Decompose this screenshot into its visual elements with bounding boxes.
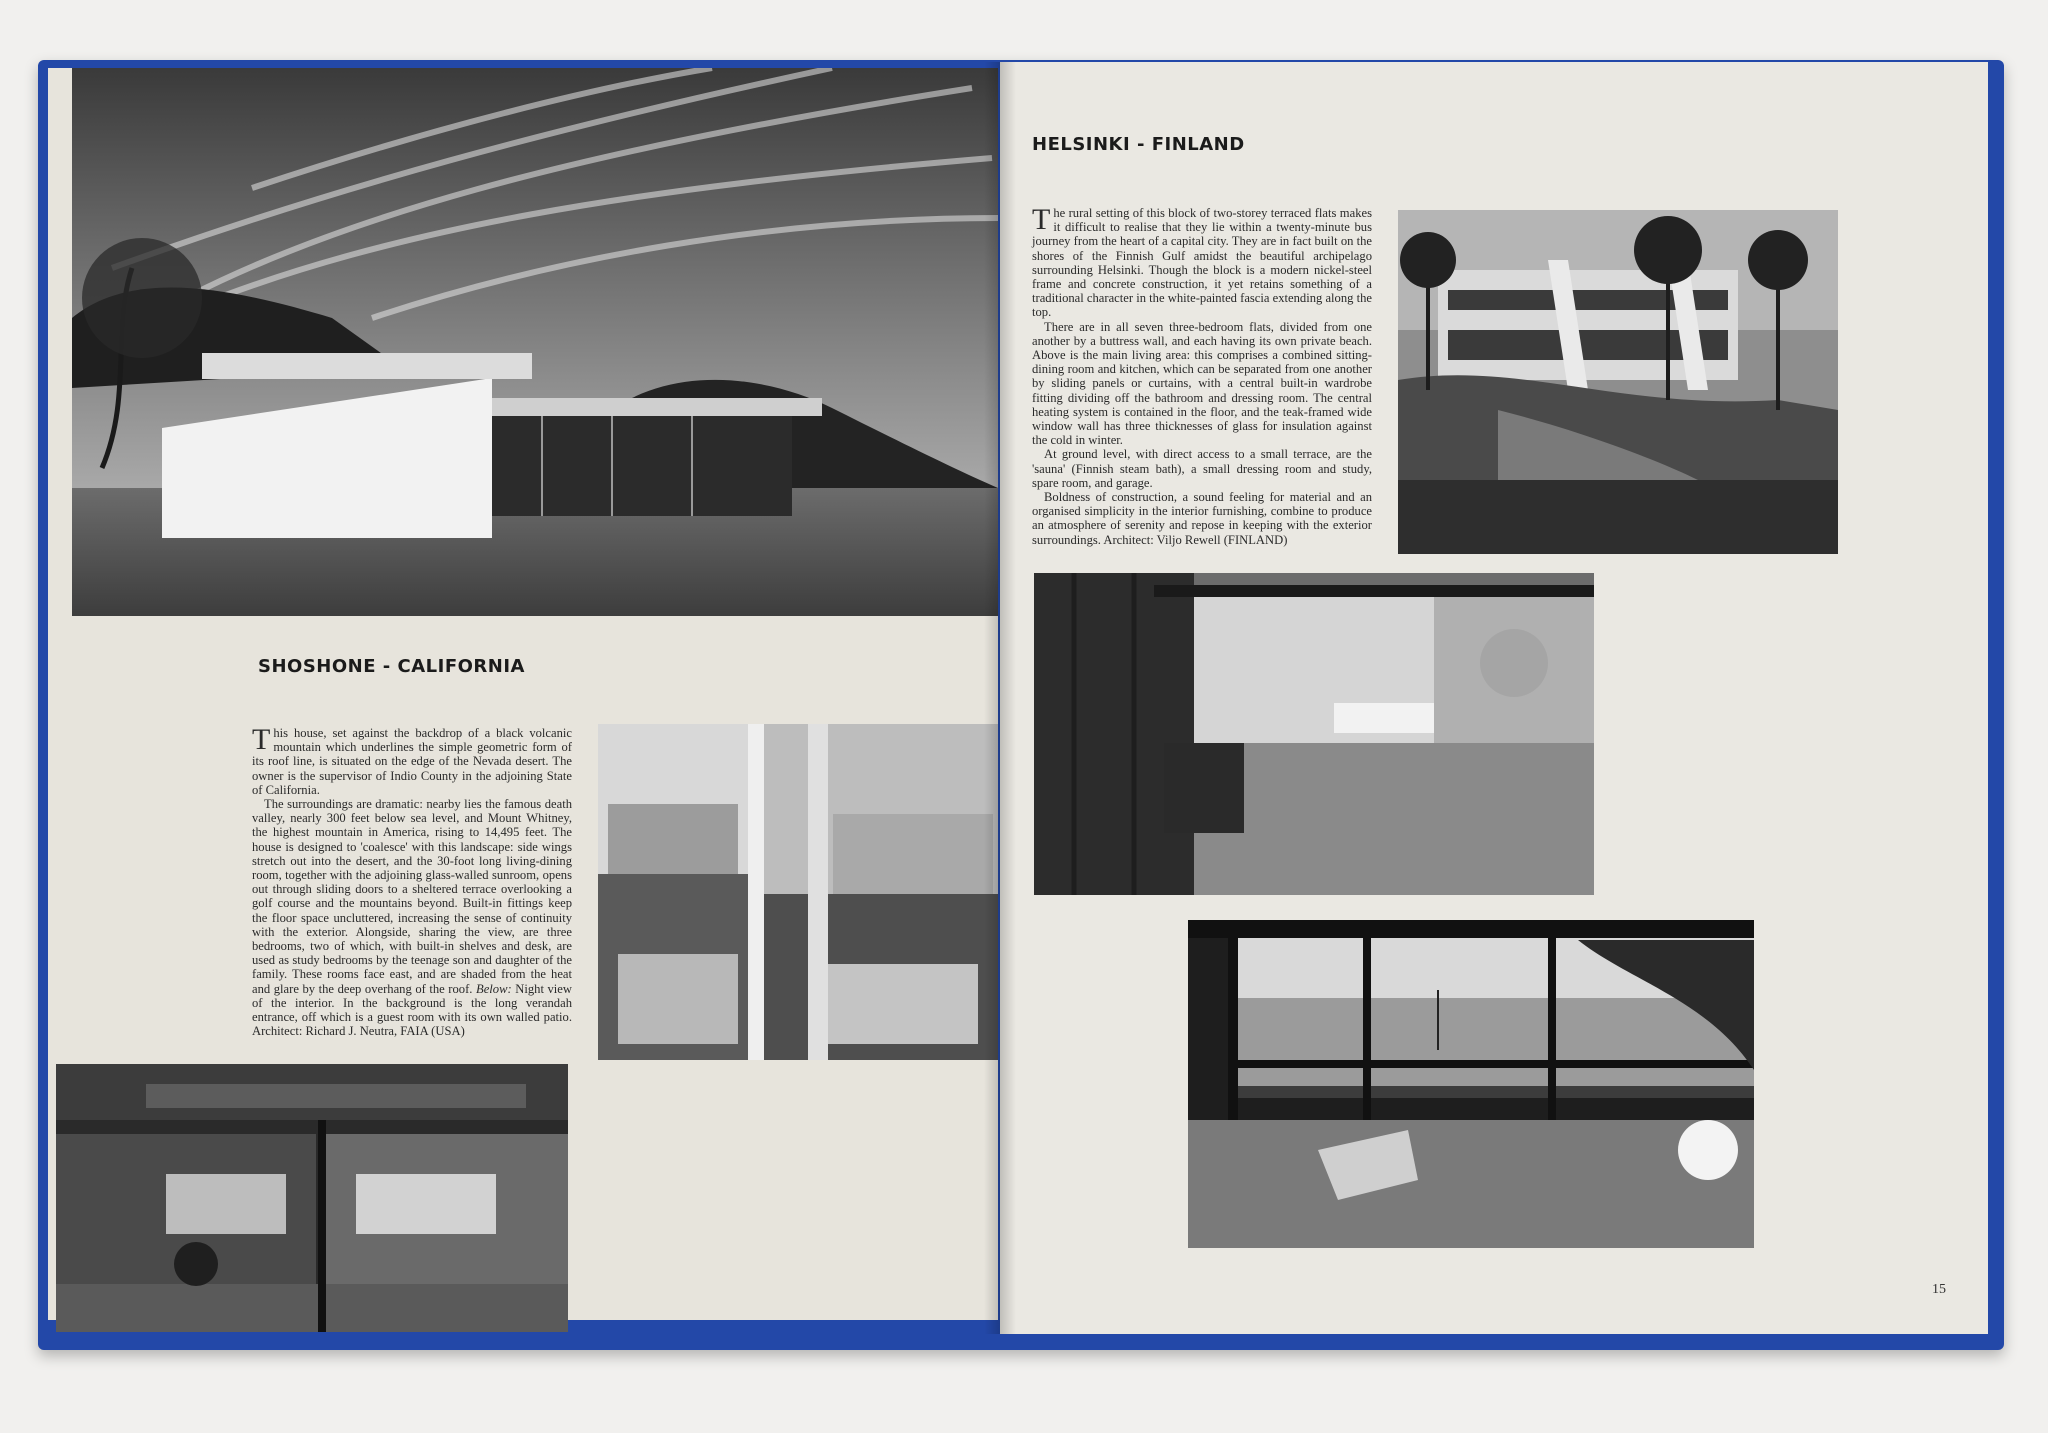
helsinki-heading: HELSINKI - FINLAND [1032,134,1245,155]
helsinki-living-room-photo [1034,573,1594,895]
shoshone-paragraph-2: The surroundings are dramatic: nearby lies the famous death valley, nearly 300 feet below sea level, and Mount Whitney, the highest mountain in America, rising to 14,495 feet. The house is designed to 'coalesce' with this landscape: side wings stretch out into the desert, and the 30-foot long living-dining room, together with the adjoining glass-walled sunroom, opens out through sliding doors to a sheltered terrace overlooking a golf course and the mountains beyond. Built-in fittings keep the floor space uncluttered, increasing the sense of continuity with the exterior. Alongside, sharing the view, are three bedrooms, two of which, with built-in shelves and desk, are used as study bedrooms by the teenage son and daughter of the family. These rooms face east, and are shaded from the heat and glare by the deep overhang of the roof. Below: Night view of the interior. In the background is the long verandah entrance, off which is a guest room with its own walled patio. Architect: Richard J. Neutra, FAIA (USA) [252,797,572,1039]
shoshone-article [252,723,572,1039]
book-gutter [984,62,1016,1334]
helsinki-exterior-photo [1398,210,1838,554]
helsinki-paragraph-2: There are in all seven three-bedroom flats, divided from one another by a buttress wall, and each having its own private beach. Above is the main living area: this comprises a combined sitting-dining room and kitchen, which can be separated from one another by sliding panels or curtains, with a central built-in wardrobe fitting dividing off the bathroom and dressing room. The central heating system is contained in the floor, and the teak-framed wide window wall has three thicknesses of glass for insulation against the cold in winter. [1032,319,1372,448]
shoshone-house-exterior-photo [72,68,998,616]
shoshone-dropcap: T [252,723,271,756]
shoshone-bedroom-photo [598,724,998,1060]
helsinki-window-view-photo [1188,920,1754,1248]
below-label: Below: [476,981,512,996]
shoshone-heading: SHOSHONE - CALIFORNIA [258,656,525,677]
helsinki-paragraph-3: At ground level, with direct access to a small terrace, are the 'sauna' (Finnish steam bath), a small dressing room and study, spare room, and garage. [1032,447,1372,490]
shoshone-night-interior-photo [56,1064,568,1332]
helsinki-dropcap: T [1032,203,1051,236]
helsinki-paragraph-1: The rural setting of this block of two-storey terraced flats makes it difficult to realise that they lie within a twenty-minute bus journey from the heart of a capital city. They are in fact built on the shores of the Finnish Gulf amidst the beautiful archipelago surrounding Helsinki. Though the block is a modern nickel-steel frame and concrete construction, it yet retains something of a traditional character in the white-painted fascia extending along the top. [1032,203,1372,320]
helsinki-article [1032,203,1372,547]
page-number: 15 [1932,1282,1946,1297]
helsinki-paragraph-4: Boldness of construction, a sound feeling for material and an organised simplicity in the interior furnishing, combine to produce an atmosphere of serenity and repose in keeping with the exterior surroundings. Architect: Viljo Rewell (FINLAND) [1032,490,1372,547]
shoshone-paragraph-1: This house, set against the backdrop of a black volcanic mountain which underlines the simple geometric form of its roof line, is situated on the edge of the Nevada desert. The owner is the supervisor of Indio County in the adjoining State of California. [252,723,572,797]
